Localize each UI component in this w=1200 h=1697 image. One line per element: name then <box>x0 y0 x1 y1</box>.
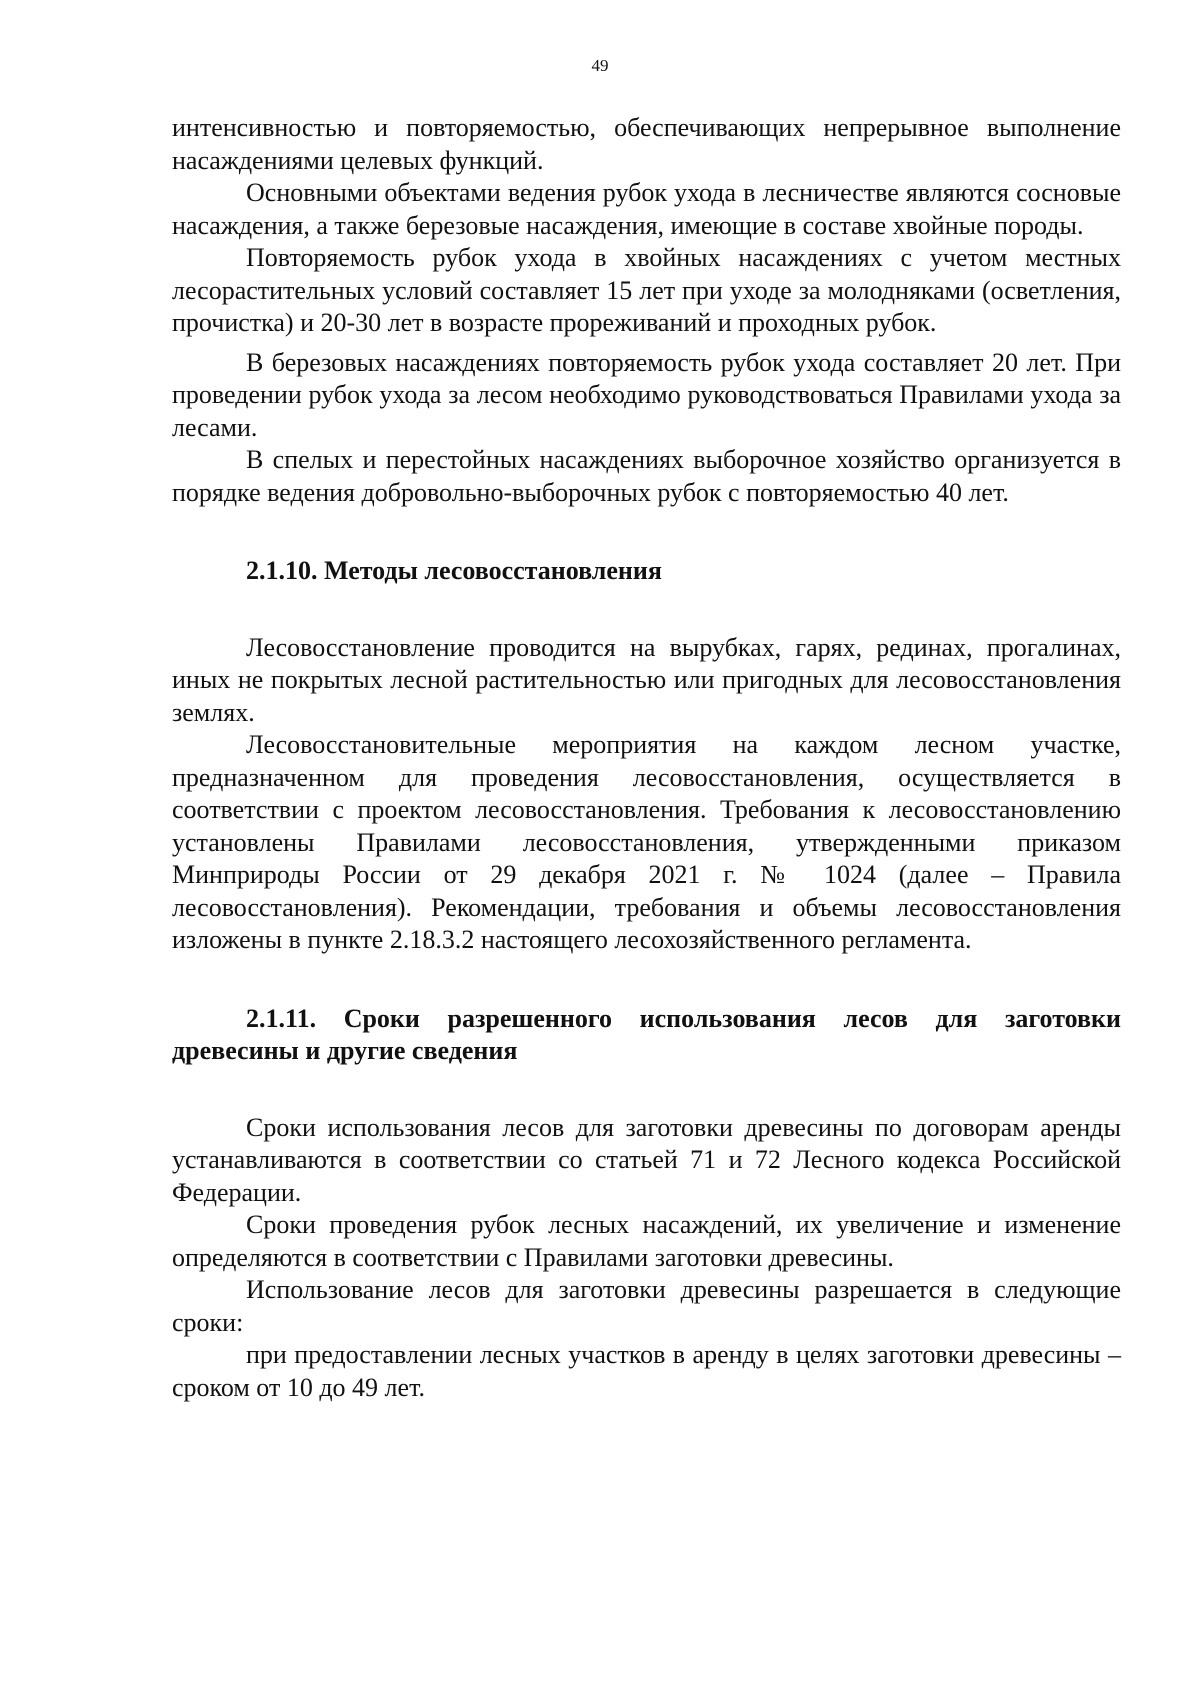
paragraph: Повторяемость рубок ухода в хвойных насаждениях с учетом местных лесорастительных условий составляет 15 лет при уходе за молодняками (осветления, прочистка) и 20-30 лет в возрасте прореживаний и проходных рубок. <box>172 243 1121 337</box>
section-heading-2-1-11: 2.1.11. Сроки разрешенного использования лесов для заготовки древесины и другие сведения <box>172 1003 1121 1065</box>
page-number: 49 <box>591 56 609 75</box>
paragraph: В березовых насаждениях повторяемость рубок ухода составляет 20 лет. При проведении рубок ухода за лесом необходимо руководствоваться Правилами ухода за лесами. <box>172 347 1121 442</box>
paragraph: В спелых и перестойных насаждениях выборочное хозяйство организуется в порядке ведения добровольно-выборочных рубок с повторяемостью 40 лет. <box>172 445 1121 507</box>
paragraph: Лесовосстановительные мероприятия на каждом лесном участке, предназначенном для проведения лесовосстановления, осуществляется в соответствии с проектом лесовосстановления. Требования к лесовосстановлению установлены Правилами лесовосстановления, утвержденными приказом Минприроды России от 29 декабря 2021 г. № 1024 (далее – Правила лесовосстановления). Рекомендации, требования и объемы лесовосстановления изложены в пункте 2.18.3.2 настоящего лесохозяйственного регламента. <box>172 730 1121 954</box>
paragraph: Сроки проведения рубок лесных насаждений, их увеличение и изменение определяются в соответствии с Правилами заготовки древесины. <box>172 1210 1121 1272</box>
paragraph: при предоставлении лесных участков в аренду в целях заготовки древесины – сроком от 10 до 49 лет. <box>172 1340 1121 1402</box>
paragraph: Использование лесов для заготовки древесины разрешается в следующие сроки: <box>172 1275 1121 1337</box>
section-heading-2-1-10: 2.1.10. Методы лесовосстановления <box>246 556 662 585</box>
document-body <box>172 112 1121 1404</box>
paragraph: Основными объектами ведения рубок ухода в лесничестве являются сосновые насаждения, а также березовые насаждения, имеющие в составе хвойные породы. <box>172 178 1121 240</box>
paragraph: Лесовосстановление проводится на вырубках, гарях, рединах, прогалинах, иных не покрытых лесной растительностью или пригодных для лесовосстановления землях. <box>172 632 1121 727</box>
paragraph: Сроки использования лесов для заготовки древесины по договорам аренды устанавливаются в соответствии со статьей 71 и 72 Лесного кодекса Российской Федерации. <box>172 1112 1121 1207</box>
paragraph-continuation: интенсивностью и повторяемостью, обеспечивающих непрерывное выполнение насаждениями целевых функций. <box>172 113 1121 175</box>
